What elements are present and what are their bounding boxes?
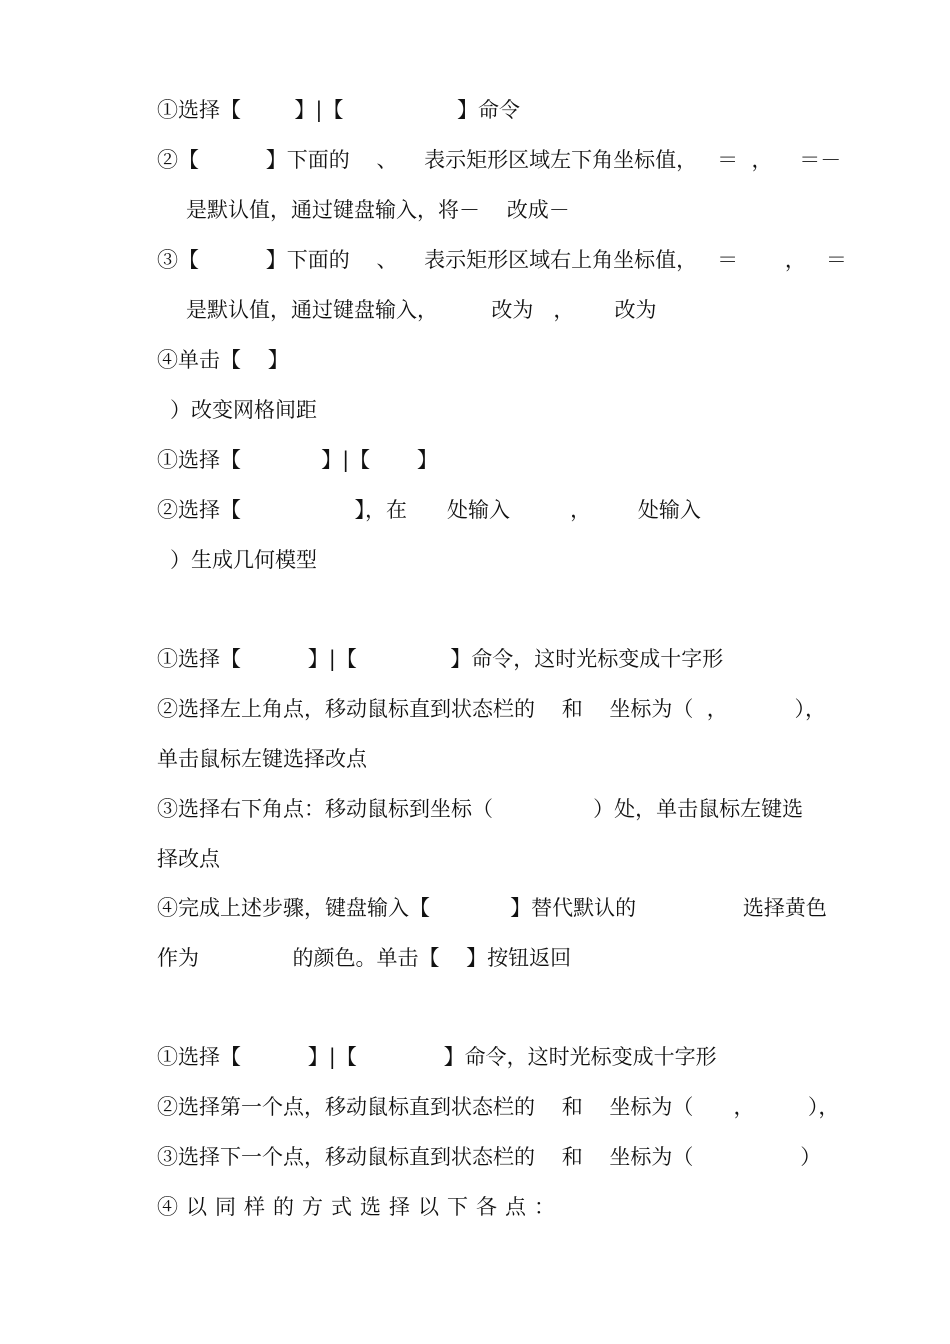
rect-step-2-continuation: 单击鼠标左键选择改点	[157, 747, 367, 771]
step-2-lower-left-coords: ②【 】下面的 、 表示矩形区域左下角坐标值， ＝ ， ＝－	[157, 148, 842, 172]
step-2-continuation: 是默认值，通过键盘输入，将－ 改成－	[186, 198, 570, 222]
step-3-continuation: 是默认值，通过键盘输入， 改为 ， 改为	[186, 298, 657, 322]
step-3-upper-right-coords: ③【 】下面的 、 表示矩形区域右上角坐标值， ＝ ， ＝	[157, 248, 847, 272]
step-1-select-command: ①选择【 】|【 】命令	[157, 98, 520, 122]
rect-step-3-continuation: 择改点	[157, 847, 220, 871]
section-heading-grid: ）改变网格间距	[170, 398, 317, 422]
rect-step-3: ③选择右下角点：移动鼠标到坐标（ ）处，单击鼠标左键选	[157, 797, 804, 821]
poly-step-4: ④以同样的方式选择以下各点：	[157, 1195, 563, 1219]
poly-step-1: ①选择【 】|【 】命令，这时光标变成十字形	[157, 1045, 717, 1069]
grid-step-2: ②选择【 】，在 处输入 ， 处输入	[157, 498, 701, 522]
rect-step-2: ②选择左上角点，移动鼠标直到状态栏的 和 坐标为（ ， ），	[157, 697, 827, 721]
rect-step-1: ①选择【 】|【 】命令，这时光标变成十字形	[157, 647, 724, 671]
grid-step-1: ①选择【 】|【 】	[157, 448, 438, 472]
poly-step-2: ②选择第一个点，移动鼠标直到状态栏的 和 坐标为（ ， ），	[157, 1095, 840, 1119]
rect-step-4-continuation: 作为 的颜色。单击【 】按钮返回	[157, 946, 572, 970]
poly-step-3: ③选择下一个点，移动鼠标直到状态栏的 和 坐标为（ ）	[157, 1145, 822, 1169]
step-4-click: ④单击【 】	[157, 348, 289, 372]
rect-step-4: ④完成上述步骤，键盘输入【 】替代默认的 选择黄色	[157, 896, 827, 920]
section-heading-geometry: ）生成几何模型	[170, 548, 317, 572]
